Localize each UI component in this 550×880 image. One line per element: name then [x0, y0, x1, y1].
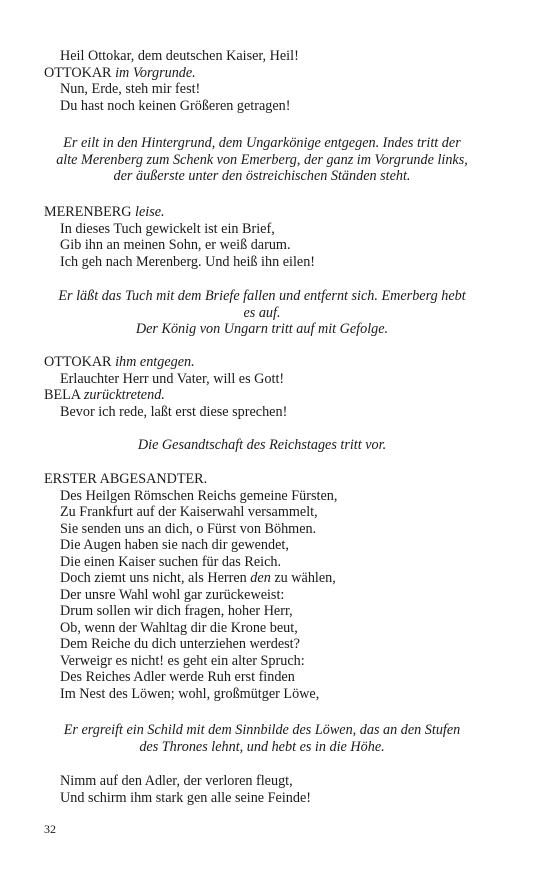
stage-direction: im Vorgrunde.: [115, 64, 196, 81]
stage-direction-line: Die Gesandtschaft des Reichstages tritt vor.: [137, 437, 387, 453]
verse-text: Doch ziemt uns nicht, als Herren: [60, 570, 251, 586]
text-block-5: [44, 773, 480, 806]
verse-line: Ich geh nach Merenberg. Und heiß ihn eilen!: [60, 253, 316, 270]
text-block-2: [44, 204, 480, 270]
verse-text: zu wählen,: [270, 570, 336, 586]
verse-line: Sie senden uns an dich, o Fürst von Böhmen.: [60, 520, 317, 537]
speaker-line: [44, 354, 480, 371]
emphasis: den: [250, 570, 271, 586]
stage-direction-block-1: [44, 135, 480, 185]
verse-line: [44, 570, 480, 587]
verse-line: In dieses Tuch gewickelt ist ein Brief,: [60, 220, 275, 237]
verse-line: Die Augen haben sie nach dir gewendet,: [60, 537, 289, 553]
verse-line: Dem Reiche du dich unterziehen werdest?: [60, 636, 300, 652]
stage-direction-line: Er ergreift ein Schild mit dem Sinnbilde des Löwen, das an den Stufen: [63, 722, 461, 738]
verse-line: Drum sollen wir dich fragen, hoher Herr,: [60, 603, 293, 619]
verse-line: Zu Frankfurt auf der Kaiserwahl versammelt,: [60, 504, 318, 520]
verse-line: Bevor ich rede, laßt erst diese sprechen!: [60, 403, 288, 420]
verse-line: Im Nest des Löwen; wohl, großmütger Löwe,: [60, 685, 320, 702]
stage-direction-line: alte Merenberg zum Schenk von Emerberg, der ganz im Vorgrunde links,: [56, 151, 468, 168]
stage-direction: ihm entgegen.: [115, 354, 195, 370]
stage-direction-block-3: [44, 437, 480, 454]
stage-direction: zurücktretend.: [83, 387, 165, 403]
verse-line: Erlauchter Herr und Vater, will es Gott!: [60, 370, 285, 387]
verse-line: Und schirm ihm stark gen alle seine Feinde!: [60, 789, 311, 806]
verse-line: Des Reiches Adler werde Ruh erst finden: [60, 669, 295, 685]
stage-direction-block-4: [44, 722, 480, 755]
stage-direction-block-2: [44, 288, 480, 338]
page-number: 32: [44, 822, 56, 836]
verse-line: Du hast noch keinen Größeren getragen!: [60, 97, 291, 114]
verse-line: Heil Ottokar, dem deutschen Kaiser, Heil!: [60, 48, 299, 64]
verse-line: Verweigr es nicht! es geht ein alter Spruch:: [60, 652, 305, 669]
verse-line: Nimm auf den Adler, der verloren fleugt,: [60, 773, 293, 789]
verse-line: Die einen Kaiser suchen für das Reich.: [60, 553, 282, 570]
speaker-line: [44, 387, 480, 404]
speaker-name: ERSTER ABGESANDTER.: [44, 471, 208, 487]
stage-direction-line: der äußerste unter den östreichischen Ständen steht.: [113, 168, 411, 184]
stage-direction-line: Der König von Ungarn tritt auf mit Gefolge.: [135, 321, 389, 337]
verse-line: Gib ihn an meinen Sohn, er weiß darum.: [60, 237, 291, 253]
speaker-line: [44, 471, 480, 488]
stage-direction: leise.: [135, 204, 165, 220]
verse-line: Ob, wenn der Wahltag dir die Krone beut,: [60, 619, 298, 636]
text-block-3: [44, 354, 480, 420]
speaker-name: BELA: [44, 387, 81, 403]
text-block-4: [44, 471, 480, 702]
speaker-name: OTTOKAR: [44, 64, 112, 81]
stage-direction-line: des Thrones lehnt, und hebt es in die Höhe.: [139, 738, 385, 755]
stage-direction-line: Er eilt in den Hintergrund, dem Ungarkönige entgegen. Indes tritt der: [63, 135, 461, 151]
speaker-line: [44, 65, 480, 82]
verse-line: Nun, Erde, steh mir fest!: [60, 81, 201, 97]
verse-line: Des Heilgen Römschen Reichs gemeine Fürsten,: [60, 487, 338, 504]
speaker-name: OTTOKAR: [44, 354, 112, 370]
speaker-name: MERENBERG: [44, 204, 132, 220]
speaker-line: [44, 204, 480, 221]
stage-direction-line: es auf.: [243, 304, 281, 321]
text-block-1: [44, 48, 480, 114]
stage-direction-line: Er läßt das Tuch mit dem Briefe fallen und entfernt sich. Emerberg hebt: [58, 288, 466, 304]
verse-line: Der unsre Wahl wohl gar zurückeweist:: [60, 586, 285, 603]
